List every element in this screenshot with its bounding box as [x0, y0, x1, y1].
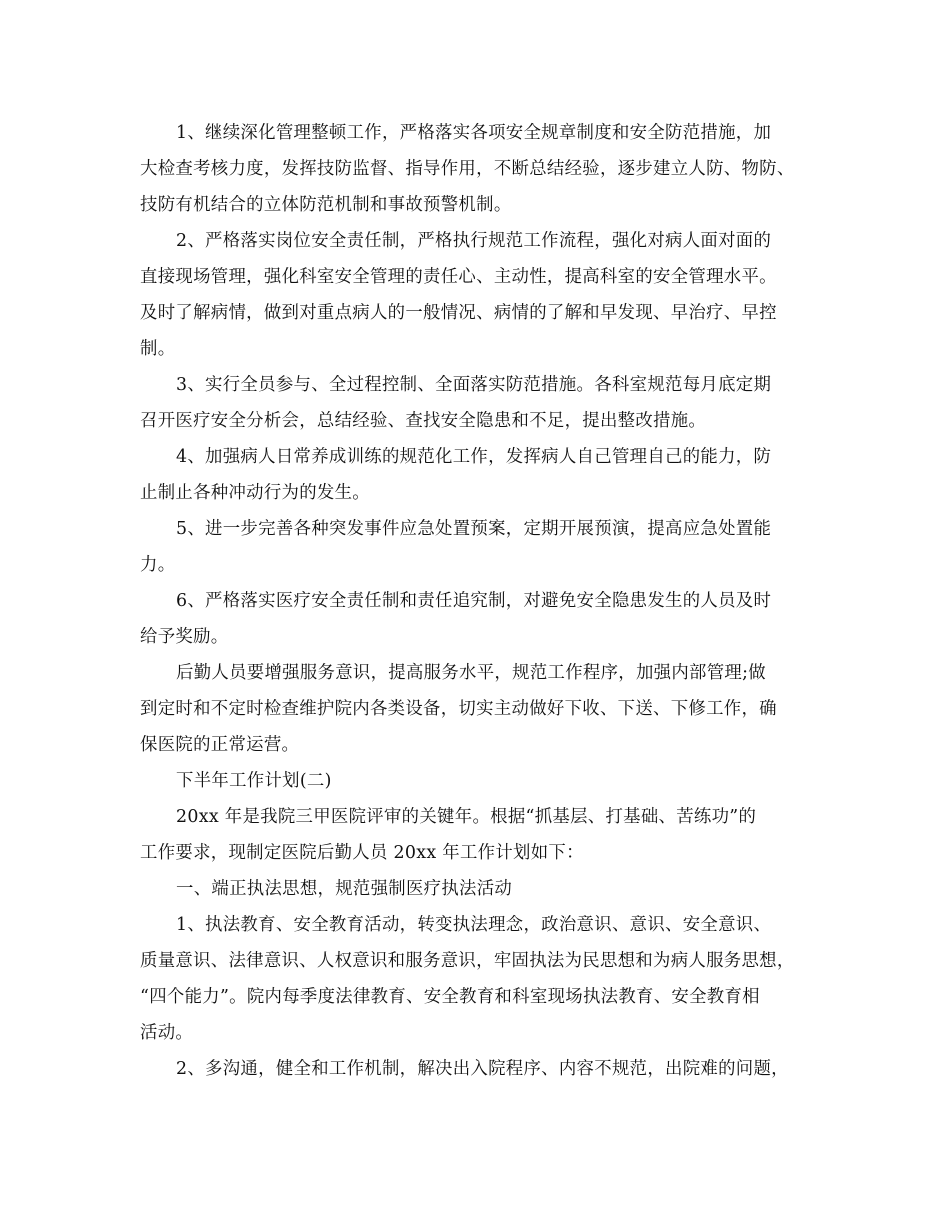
section-heading: 下半年工作计划(二) — [176, 771, 332, 791]
text-line: 1、继续深化管理整顿工作，严格落实各项安全规章制度和安全防范措施，加 — [176, 123, 772, 143]
text-line: 1、执法教育、安全教育活动，转变执法理念，政治意识、意识、安全意识、 — [176, 915, 772, 935]
text-line: 及时了解病情，做到对重点病人的一般情况、病情的了解和早发现、早治疗、早控 — [140, 303, 777, 323]
text-line: 召开医疗安全分析会，总结经验、查找安全隐患和不足，提出整改措施。 — [140, 411, 707, 431]
text-line: 4、加强病人日常养成训练的规范化工作，发挥病人自己管理自己的能力，防 — [176, 447, 772, 467]
text-line: 制。 — [140, 339, 176, 359]
text-line: 质量意识、法律意识、人权意识和服务意识，牢固执法为民思想和为病人服务思想， — [140, 951, 795, 971]
text-line: 给予奖励。 — [140, 627, 229, 647]
text-line: 大检查考核力度，发挥技防监督、指导作用，不断总结经验，逐步建立人防、物防、 — [140, 159, 795, 179]
text-line: 止制止各种冲动行为的发生。 — [140, 483, 370, 503]
text-line: 3、实行全员参与、全过程控制、全面落实防范措施。各科室规范每月底定期 — [176, 375, 772, 395]
text-line: 2、多沟通，健全和工作机制，解决出入院程序、内容不规范，出院难的问题， — [176, 1059, 789, 1079]
text-line: 直接现场管理，强化科室安全管理的责任心、主动性，提高科室的安全管理水平。 — [140, 267, 777, 287]
text-line: 到定时和不定时检查维护院内各类设备，切实主动做好下收、下送、下修工作，确 — [140, 699, 777, 719]
text-line: 工作要求，现制定医院后勤人员 20xx 年工作计划如下： — [140, 843, 584, 863]
text-line: “四个能力”。院内每季度法律教育、安全教育和科室现场执法教育、安全教育相 — [140, 987, 760, 1007]
text-line: 6、严格落实医疗安全责任制和责任追究制，对避免安全隐患发生的人员及时 — [176, 591, 772, 611]
text-line: 5、进一步完善各种突发事件应急处置预案，定期开展预演，提高应急处置能 — [176, 519, 772, 539]
text-line: 力。 — [140, 555, 176, 575]
text-line: 保医院的正常运营。 — [140, 735, 300, 755]
text-line: 活动。 — [140, 1023, 194, 1043]
text-line: 20xx 年是我院三甲医院评审的关键年。根据“抓基层、打基础、苦练功”的 — [176, 807, 757, 827]
text-line: 技防有机结合的立体防范机制和事故预警机制。 — [140, 195, 512, 215]
text-line: 后勤人员要增强服务意识，提高服务水平，规范工作程序，加强内部管理;做 — [176, 663, 766, 683]
section-heading: 一、端正执法思想，规范强制医疗执法活动 — [176, 879, 513, 899]
text-line: 2、严格落实岗位安全责任制，严格执行规范工作流程，强化对病人面对面的 — [176, 231, 772, 251]
